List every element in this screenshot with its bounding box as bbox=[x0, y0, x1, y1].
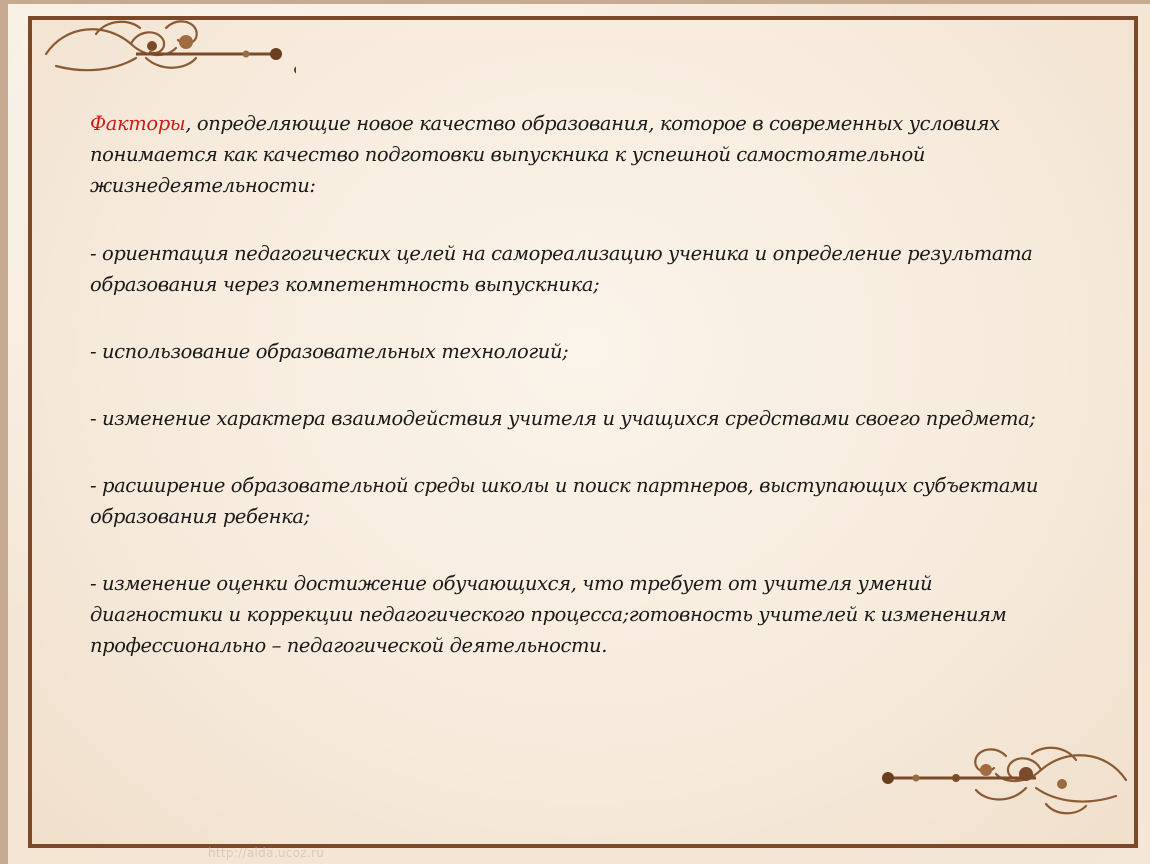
list-item: - изменение характера взаимодействия учителя и учащихся средствами своего предмета; bbox=[90, 407, 1036, 430]
intro-paragraph bbox=[90, 108, 1050, 201]
slide-text bbox=[90, 108, 1050, 697]
intro-highlight: Факторы bbox=[90, 112, 186, 135]
list-item: - ориентация педагогических целей на самореализацию ученика и определение результата образования через компетентность выпускника; bbox=[90, 242, 1033, 296]
list-item: - изменение оценки достижение обучающихся, что требует от учителя умений диагностики и коррекции педагогического процесса;готовность учителей к изменениям профессионально – педагогической деятельности. bbox=[90, 572, 1007, 657]
intro-text: , определяющие новое качество образования, которое в современных условиях понимается как качество подготовки выпускника к успешной самостоятельной жизнедеятельности: bbox=[90, 112, 1000, 197]
list-item: - расширение образовательной среды школы и поиск партнеров, выступающих субъектами образования ребенка; bbox=[90, 474, 1039, 528]
list-item: - использование образовательных технологий; bbox=[90, 340, 569, 363]
watermark-url: http://aida.ucoz.ru bbox=[208, 846, 325, 860]
